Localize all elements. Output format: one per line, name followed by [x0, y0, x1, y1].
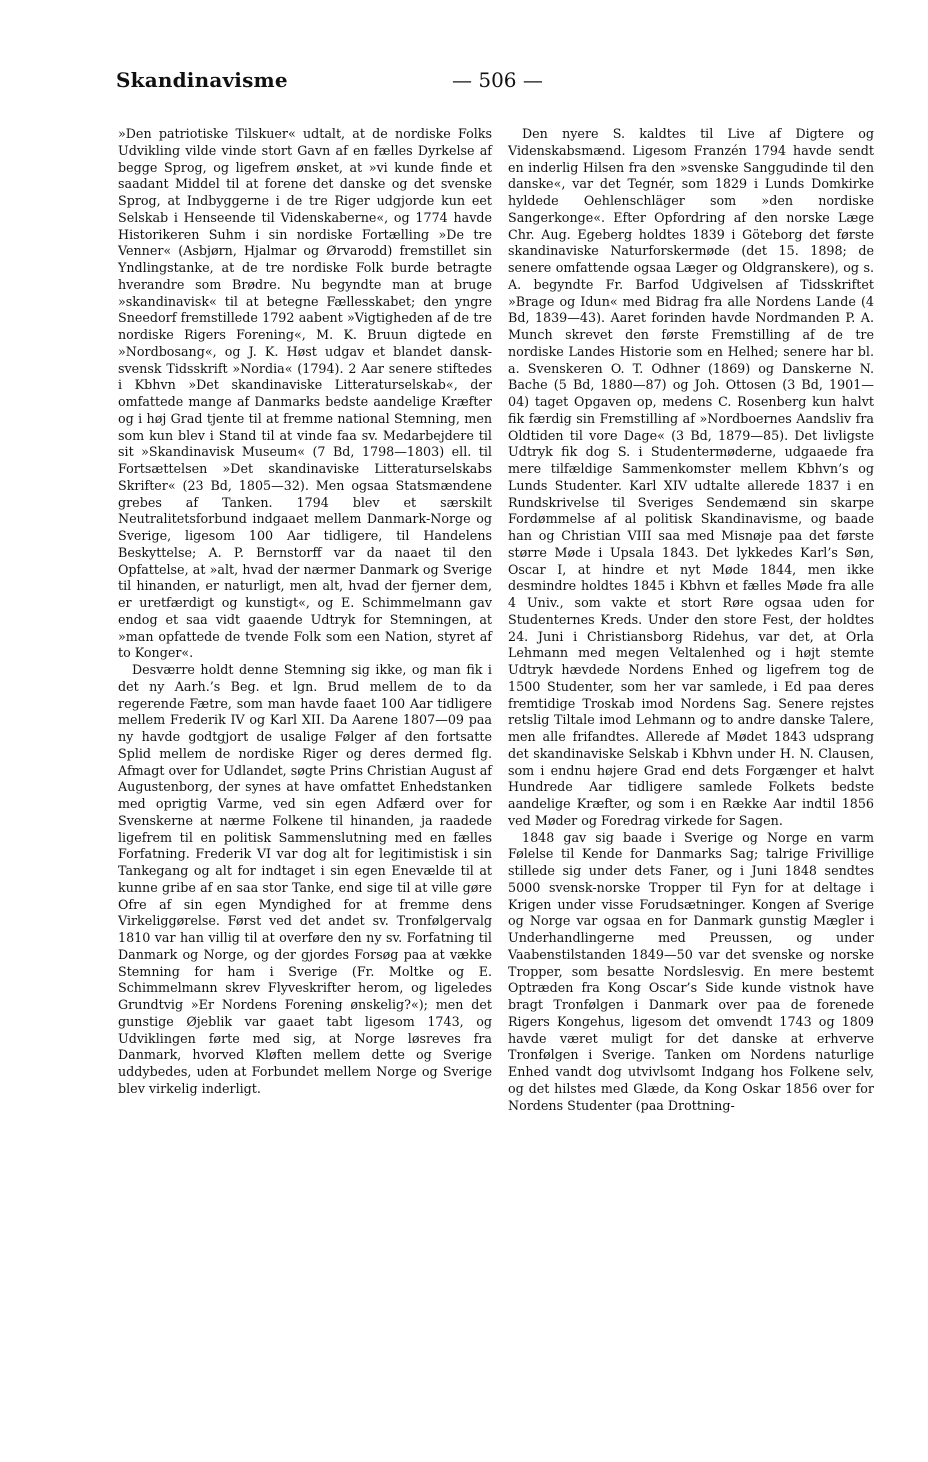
paragraph: Den nyere S. kaldtes til Live af Digtere og Videnskabsmænd. Ligesom Franzén 1794 havde sendt en inderlig Hilsen fra den »svenske Sanggudinde til den danske«, var det Tegnér, som 1829 i Lunds Domkirke hyldede Oehlenschläger som »den nordiske Sangerkonge«. Efter Opfordring af den norske Læge Chr. Aug. Egeberg holdtes 1839 i Göteborg det første skandinaviske Naturforskermøde (det 15. 1898; de senere omfattende ogsaa Læger og Oldgranskere), og s. A. begyndte Fr. Barfod Udgivelsen af Tidsskriftet »Brage og Idun« med Bidrag fra alle Nordens Lande (4 Bd, 1839—43). Aaret forinden havde Nordmanden P. A. Munch skrevet den første Fremstilling af de tre nordiske Landes Historie som en Helhed; senere har bl. a. Svenskeren O. T. Odhner (1869) og Danskerne N. Bache (5 Bd, 1880—87) og Joh. Ottosen (3 Bd, 1901—04) taget Opgaven op, medens C. Rosenberg kun halvt fik færdig sin Fremstilling af »Nordboernes Aandsliv fra Oldtiden til vore Dage« (3 Bd, 1879—85). Det livligste Udtryk fik dog S. i Studentermøderne, udgaaede fra mere tilfældige Sammenkomster mellem Kbhvn’s og Lunds Studenter. Karl XIV udtalte allerede 1837 i en Rundskrivelse til Sveriges Sendemænd sin skarpe Fordømmelse af al politisk Skandinavisme, og baade han og Christian VIII saa med Misnøje paa det første større Møde i Upsala 1843. Det lykkedes Karl’s Søn, Oscar I, at hindre et nyt Møde 1844, men ikke desmindre holdtes 1845 i Kbhvn et fælles Møde fra alle 4 Univ., som vakte et stort Røre ogsaa uden for Studenternes Kreds. Under den store Fest, der holdtes 24. Juni i Christiansborg Ridehus, var det, at Orla Lehmann med megen Veltalenhed og i højt stemte Udtryk hævdede Nordens Enhed og ligefrem tog de 1500 Studenter, som her var samlede, i Ed paa deres fremtidige Troskab imod Nordens Sag. Senere rejstes retslig Tiltale imod Lehmann og to andre danske Talere, men alle frifandtes. Allerede af Mødet 1843 udsprang det skandinaviske Selskab i Kbhvn under H. N. Clausen, som i endnu højere Grad end dets Forgænger et halvt Hundrede Aar tidligere samlede Folkets bedste aandelige Kræfter, og som i en Række Aar indtil 1856 ved Møder og Foredrag virkede for Sagen.	[508, 126, 874, 828]
paragraph: Desværre holdt denne Stemning sig ikke, og man fik i det ny Aarh.’s Beg. et lgn. Brud mellem de to da regerende Fætre, som man havde faaet 100 Aar tidligere mellem Frederik IV og Karl XII. Da Aarene 1807—09 paa ny havde godtgjort de usalige Følger af den fortsatte Splid mellem de nordiske Riger og deres dermed flg. Afmagt over for Udlandet, søgte Prins Christian August af Augustenborg, der synes at have omfattet Enhedstanken med oprigtig Varme, ved sin egen Adfærd over for Svenskerne at nærme Folkene til hinanden, ja raadede ligefrem til en politisk Sammenslutning med en fælles Forfatning. Frederik VI var dog alt for legitimistisk i sin Tankegang og alt for indtaget i sin egen Enevælde til at kunne gribe af en saa stor Tanke, end sige til at ville gøre Ofre af sin egen Myndighed for at fremme dens Virkeliggørelse. Først ved det andet sv. Tronfølgervalg 1810 var han villig til at overføre den ny sv. Forfatning til Danmark og Norge, og der gjordes Forsøg paa at vække Stemning for ham i Sverige (Fr. Moltke og E. Schimmelmann skrev Flyveskrifter herom, og ligeledes Grundtvig »Er Nordens Forening ønskelig?«); men det gunstige Øjeblik var gaaet tabt ligesom 1743, og Udviklingen førte med sig, at Norge løsreves fra Danmark, hvorved Kløften mellem dette og Sverige uddybedes, uden at Forbundet mellem Norge og Sverige blev virkelig inderligt.	[118, 662, 492, 1096]
page-header	[116, 68, 876, 104]
paragraph: 1848 gav sig baade i Sverige og Norge en varm Følelse til Kende for Danmarks Sag; talrige Frivillige stillede sig under dets Faner, og i Juni 1848 sendtes 5000 svensk-norske Tropper til Fyn for at deltage i Krigen under visse Forudsætninger. Kongen af Sverige og Norge var ogsaa en for Danmark gunstig Mægler i Underhandlingerne med Preussen, og under Vaabenstilstanden 1849—50 var det svenske og norske Tropper, som besatte Nordslesvig. En mere bestemt Optræden fra Kong Oscar’s Side kunde vistnok have bragt Tronfølgen i Danmark over paa de forenede Rigers Kongehus, ligesom det omvendt 1743 og 1809 havde været muligt for det danske at erhverve Tronfølgen i Sverige. Tanken om Nordens naturlige Enhed vandt dog utvivlsomt Indgang hos Folkene selv, og det hilstes med Glæde, da Kong Oskar 1856 over for Nordens Studenter (paa Drottning-	[508, 829, 874, 1113]
left-column	[118, 126, 492, 1098]
paragraph: »Den patriotiske Tilskuer« udtalt, at de nordiske Folks Udvikling vilde vinde stort Gavn af en fælles Dyrkelse af begge Sprog, og ligefrem ønsket, at »vi kunde finde et saadant Middel til at forene det danske og det svenske Sprog, at Indbyggerne i de tre Riger udgjorde kun eet Selskab i Henseende til Videnskaberne«, og 1774 havde Historikeren Suhm i sin nordiske Fortælling »De tre Venner« (Asbjørn, Hjalmar og Ørvarodd) fremstillet sin Yndlingstanke, at de tre nordiske Folk burde betragte hverandre som Brødre. Nu begyndte man at bruge »skandinavisk« til at betegne Fællesskabet; den yngre Sneedorf fremstillede 1792 aabent »Vigtigheden af de tre nordiske Rigers Forening«, M. K. Bruun digtede en »Nordbosang«, og J. K. Høst udgav et blandet dansk-svensk Tidsskrift »Nordia« (1794). 2 Aar senere stiftedes i Kbhvn »Det skandinaviske Litteraturselskab«, der omfattede mange af Danmarks bedste aandelige Kræfter og i høj Grad tjente til at fremme national Stemning, men som kun blev i Stand til at vinde faa sv. Medarbejdere til sit »Skandinavisk Museum« (7 Bd, 1798—1803) ell. til Fortsættelsen »Det skandinaviske Litteraturselskabs Skrifter« (23 Bd, 1805—32). Men ogsaa Statsmændene grebes af Tanken. 1794 blev et særskilt Neutralitetsforbund indgaaet mellem Danmark-Norge og Sverige, ligesom 100 Aar tidligere, til Handelens Beskyttelse; A. P. Bernstorff var da naaet til den Opfattelse, at »alt, hvad der nærmer Danmark og Sverige til hinanden, er naturligt, men alt, hvad der fjerner dem, er uretfærdigt og kunstigt«, og E. Schimmelmann gav endog et saa vidt gaaende Udtryk for Stemningen, at »man opfattede de tvende Folk som een Nation, styret af to Konger«.	[118, 126, 492, 661]
right-column	[508, 126, 874, 1114]
running-title: Skandinavisme	[116, 68, 288, 92]
page-number: — 506 —	[452, 68, 543, 92]
